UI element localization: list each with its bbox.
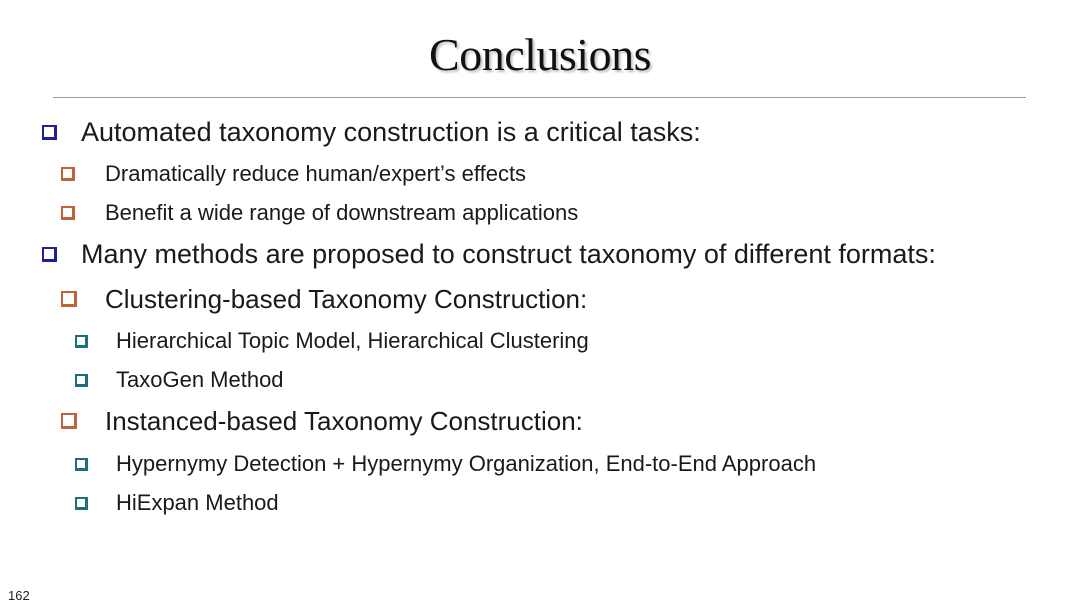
square-bullet-icon [42, 125, 57, 140]
bullet-text: Hypernymy Detection + Hypernymy Organization, End-to-End Approach [116, 451, 817, 476]
bullet-text: TaxoGen Method [116, 367, 284, 392]
bullet-text: Dramatically reduce human/expert’s effects [105, 161, 527, 186]
bullet-text: Hierarchical Topic Model, Hierarchical Clustering [116, 328, 589, 353]
bullet-text: Benefit a wide range of downstream applications [105, 200, 579, 225]
bullet-item [75, 326, 589, 356]
bullet-text: Clustering-based Taxonomy Construction: [105, 283, 588, 314]
square-bullet-icon [61, 167, 75, 181]
bullet-item [75, 488, 279, 518]
bullet-item [61, 198, 578, 228]
square-bullet-icon [61, 206, 75, 220]
page-number: 162 [8, 588, 30, 603]
bullet-item [61, 403, 583, 439]
square-bullet-icon [75, 335, 88, 348]
square-bullet-icon [75, 458, 88, 471]
square-bullet-icon [42, 247, 57, 262]
bullet-item [61, 159, 526, 189]
square-bullet-icon [75, 497, 88, 510]
slide-title: Conclusions [429, 29, 651, 80]
bullet-text: Many methods are proposed to construct taxonomy of different formats: [81, 238, 936, 269]
bullet-item [61, 281, 587, 317]
square-bullet-icon [61, 291, 77, 307]
bullet-text: Instanced-based Taxonomy Construction: [105, 405, 583, 436]
square-bullet-icon [61, 413, 77, 429]
bullet-item [42, 236, 936, 272]
bullet-item [75, 365, 284, 395]
bullet-text: Automated taxonomy construction is a critical tasks: [81, 116, 701, 147]
square-bullet-icon [75, 374, 88, 387]
bullet-text: HiExpan Method [116, 490, 279, 515]
bullet-item [42, 114, 701, 150]
bullet-item [75, 449, 816, 479]
